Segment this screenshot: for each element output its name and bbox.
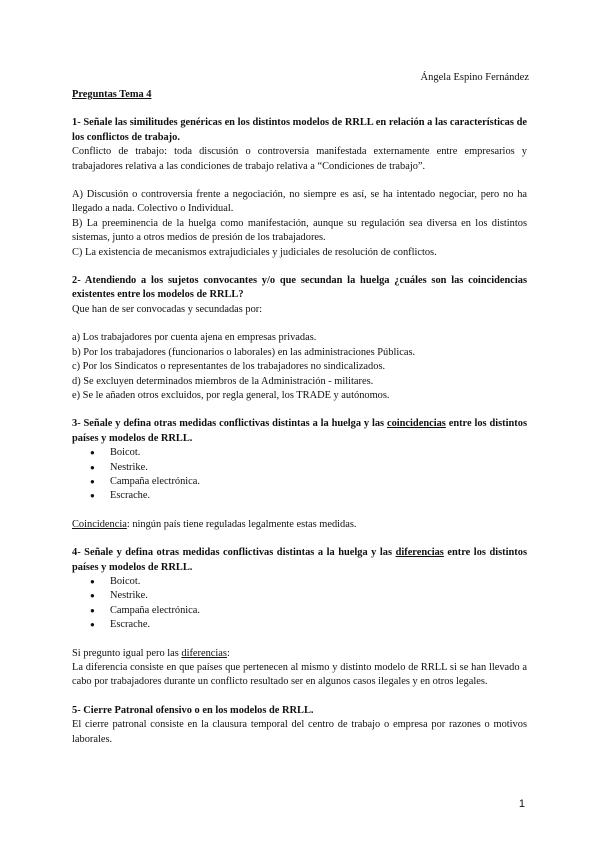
question-3: 3- Señale y defina otras medidas conflictivas distintas a la huelga y las coincidencias entre los distintos países y modelos de RRLL. (72, 418, 527, 444)
q2-intro: Que han de ser convocadas y secundadas por: (72, 303, 263, 315)
q2-point-e: e) Se le añaden otros excluidos, por regla general, los TRADE y autónomos. (72, 389, 390, 401)
q3-bullet-list (72, 446, 527, 504)
q4-text: La diferencia consiste en que países que pertenecen al mismo y distinto modelo de RRLL si se han llevado a cabo por trabajadores durante un conflicto resultado ser en algunos casos ilegales y en otros legales. (72, 662, 527, 688)
q2-point-d: d) Se excluyen determinados miembros de la Administración - militares. (72, 375, 374, 387)
list-item: ● Boicot. (90, 575, 527, 589)
list-item: ● Nestrike. (90, 461, 527, 475)
q2-point-c: c) Por los Sindicatos o representantes de los trabajadores no sindicalizados. (72, 361, 386, 373)
list-item: ● Escrache. (90, 618, 527, 632)
q3-coincidence: Coincidencia: ningún país tiene reguladas legalmente estas medidas. (72, 518, 357, 530)
q1-definition: Conflicto de trabajo: toda discusión o controversia manifestada externamente entre empresarios y trabajadores relativa a las condiciones de trabajo relativa a “Condiciones de trabajo”. (72, 146, 527, 172)
q5-text: El cierre patronal consiste en la clausura temporal del centro de trabajo o empresa por razones o motivos laborales. (72, 719, 527, 745)
list-item: ● Escrache. (90, 489, 527, 503)
q2-point-b: b) Por los trabajadores (funcionarios o laborales) en las administraciones Públicas. (72, 346, 416, 358)
q1-point-c: C) La existencia de mecanismos extrajudiciales y judiciales de resolución de conflictos. (72, 246, 437, 258)
document-body (72, 88, 527, 747)
question-2: 2- Atendiendo a los sujetos convocantes y/o que secundan la huelga ¿cuáles son las coincidencias existentes entre los modelos de RRLL? (72, 275, 527, 301)
list-item: ● Campaña electrónica. (90, 475, 527, 489)
document-title: Preguntas Tema 4 (72, 89, 152, 100)
q1-point-b: B) La preeminencia de la huelga como manifestación, aunque su regulación sea diversa en los distintos sistemas, junto a otros medios de presión de los trabajadores. (72, 217, 527, 244)
question-5: 5- Cierre Patronal ofensivo o en los modelos de RRLL. (72, 704, 314, 716)
list-item: ● Campaña electrónica. (90, 604, 527, 618)
question-4: 4- Señale y defina otras medidas conflictivas distintas a la huelga y las diferencias entre los distintos países y modelos de RRLL. (72, 547, 527, 573)
q2-point-a: a) Los trabajadores por cuenta ajena en empresas privadas. (72, 332, 317, 344)
list-item: ● Boicot. (90, 446, 527, 460)
q4-bullet-list (72, 575, 527, 633)
q4-note: Si pregunto igual pero las diferencias: (72, 647, 230, 659)
author-name: Ángela Espino Fernández (420, 72, 529, 83)
q1-point-a: A) Discusión o controversia frente a negociación, no siempre es así, se ha intentado negociar, pero no ha llegado a nada. Colectivo o Individual. (72, 189, 527, 215)
question-1: 1- Señale las similitudes genéricas en los distintos modelos de RRLL en relación a las características de los conflictos de trabajo. (72, 117, 527, 143)
list-item: ● Nestrike. (90, 589, 527, 603)
page-number: 1 (518, 798, 525, 810)
